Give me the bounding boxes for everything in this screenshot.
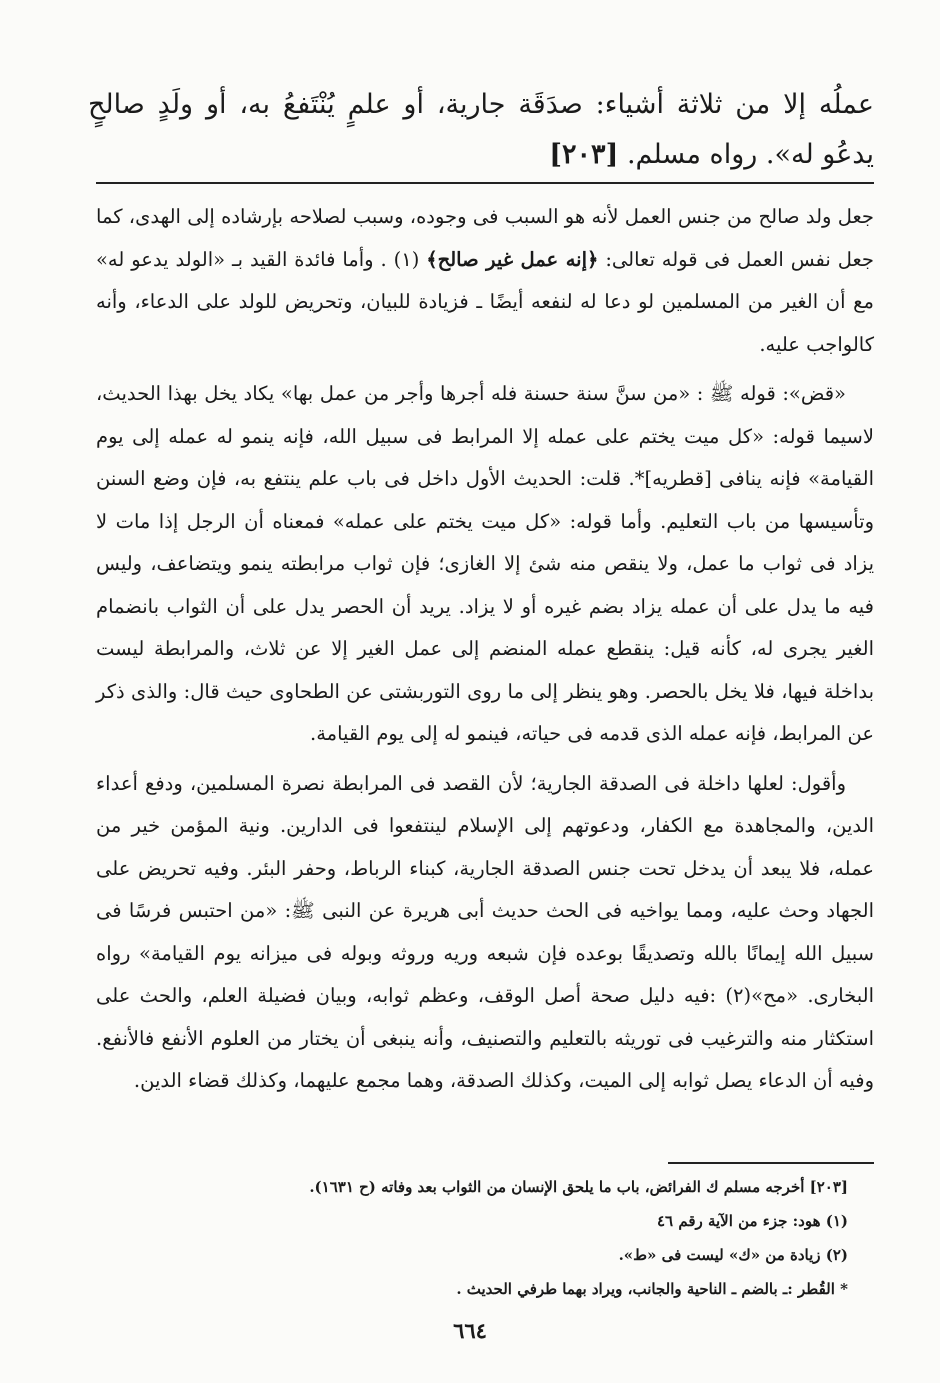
footnote-separator-rule xyxy=(668,1162,874,1164)
hadith-text-block xyxy=(88,80,874,180)
commentary-paragraph-2: «قض»: قوله ﷺ : «من سنَّ سنة حسنة فله أجرها وأجر من عمل بها» يكاد يخل بهذا الحديث، لاسيما قوله: «كل ميت يختم على عمله إلا المرابط فى سبيل الله، فإنه ينمو له عمله إلى يوم القيامة» فإنه ينافى [قطريه]*. قلت: الحديث الأول داخل فى باب علم ينتفع به، فإن وضع السنن وتأسيسها من باب التعليم. وأما قوله: «كل ميت يختم على عمله» فمعناه أن الرجل إذا مات لا يزاد فى ثواب ما عمل، ولا ينقص منه شئ إلا الغازى؛ فإن ثواب مرابطته ينمو ويتضاعف، وليس فيه ما يدل على أن عمله يزاد بضم غيره أو لا يزاد. يريد أن الحصر يدل على أن الثواب بانضمام الغير يجرى له، كأنه قيل: ينقطع عمله المنضم إلى عمل الغير إلا عن ثلاث، والمرابطة ليست بداخلة فيها، فلا يخل بالحصر. وهو ينظر إلى ما روى التوربشتى عن الطحاوى حيث قال: والذى ذكر عن المرابط، فإنه عمله الذى قدمه فى حياته، فينمو له إلى يوم القيامة. xyxy=(96,382,874,745)
footnote-2: (٢) زيادة من «ك» ليست فى «ط». xyxy=(618,1246,848,1264)
footnote-star: * القُطر :ـ بالضم ـ الناحية والجانب، ويراد بهما طرفي الحديث . xyxy=(456,1280,848,1298)
commentary-paragraph-3: وأقول: لعلها داخلة فى الصدقة الجارية؛ لأن القصد فى المرابطة نصرة المسلمين، ودفع أعداء الدين، والمجاهدة مع الكفار، ودعوتهم إلى الإسلام لينتفعوا فى الدارين. ونية المؤمن خير من عمله، فلا يبعد أن يدخل تحت جنس الصدقة الجارية، كبناء الرباط، وحفر البئر. وفيه تحريض على الجهاد وحث عليه، ومما يواخيه فى الحث حديث أبى هريرة عن النبى ﷺ: «من احتبس فرسًا فى سبيل الله إيمانًا بالله وتصديقًا بوعده فإن شبعه وريه وروثه وبوله فى ميزانه يوم القيامة» رواه البخارى. «مح»(٢) :فيه دليل صحة أصل الوقف، وعظم ثوابه، وبيان فضيلة العلم، والحث على استكثار منه والترغيب فى توريثه بالتعليم والتصنيف، وأنه ينبغى أن يختار من العلوم الأنفع فالأنفع. وفيه أن الدعاء يصل ثوابه إلى الميت، وكذلك الصدقة، وهما مجمع عليهما، وكذلك قضاء الدين. xyxy=(96,771,874,1092)
commentary-p1-text-b: . وأما فائدة القيد بـ «الولد يدعو له» مع أن الغير من المسلمين لو دعا له لنفعه أيضًا ـ فزيادة للبيان، وتحريض للولد على الدعاء، وأنه كالواجب عليه. xyxy=(96,247,874,356)
commentary-paragraph-1 xyxy=(96,196,874,366)
footnotes-block xyxy=(96,1170,848,1306)
page-number: ٦٦٤ xyxy=(453,1318,487,1343)
commentary-block xyxy=(96,196,874,1110)
footnote-marker-1: (١) xyxy=(386,247,427,271)
hadith-reference: [٢٠٣] xyxy=(549,139,619,170)
footnote-source: [٢٠٣] أخرجه مسلم ك الفرائض، باب ما يلحق الإنسان من الثواب بعد وفاته (ح ١٦٣١). xyxy=(309,1178,848,1196)
hadith-text: عملُه إلا من ثلاثة أشياء: صدَقَة جارية، أو علمٍ يُنْتَفعُ به، أو ولَدٍ صالحٍ يدعُو له». رواه مسلم. xyxy=(88,89,874,170)
quran-quote: ﴿إنه عمل غير صالح﴾ xyxy=(426,247,599,271)
footnote-1: (١) هود: جزء من الآية رقم ٤٦ xyxy=(657,1212,848,1230)
main-separator-rule xyxy=(96,182,874,184)
commentary-p1-text-a: جعل ولد صالح من جنس العمل لأنه هو السبب فى وجوده، وسبب لصلاحه بإرشاده إلى الهدى، كما جعل نفس العمل فى قوله تعالى: xyxy=(96,205,874,271)
